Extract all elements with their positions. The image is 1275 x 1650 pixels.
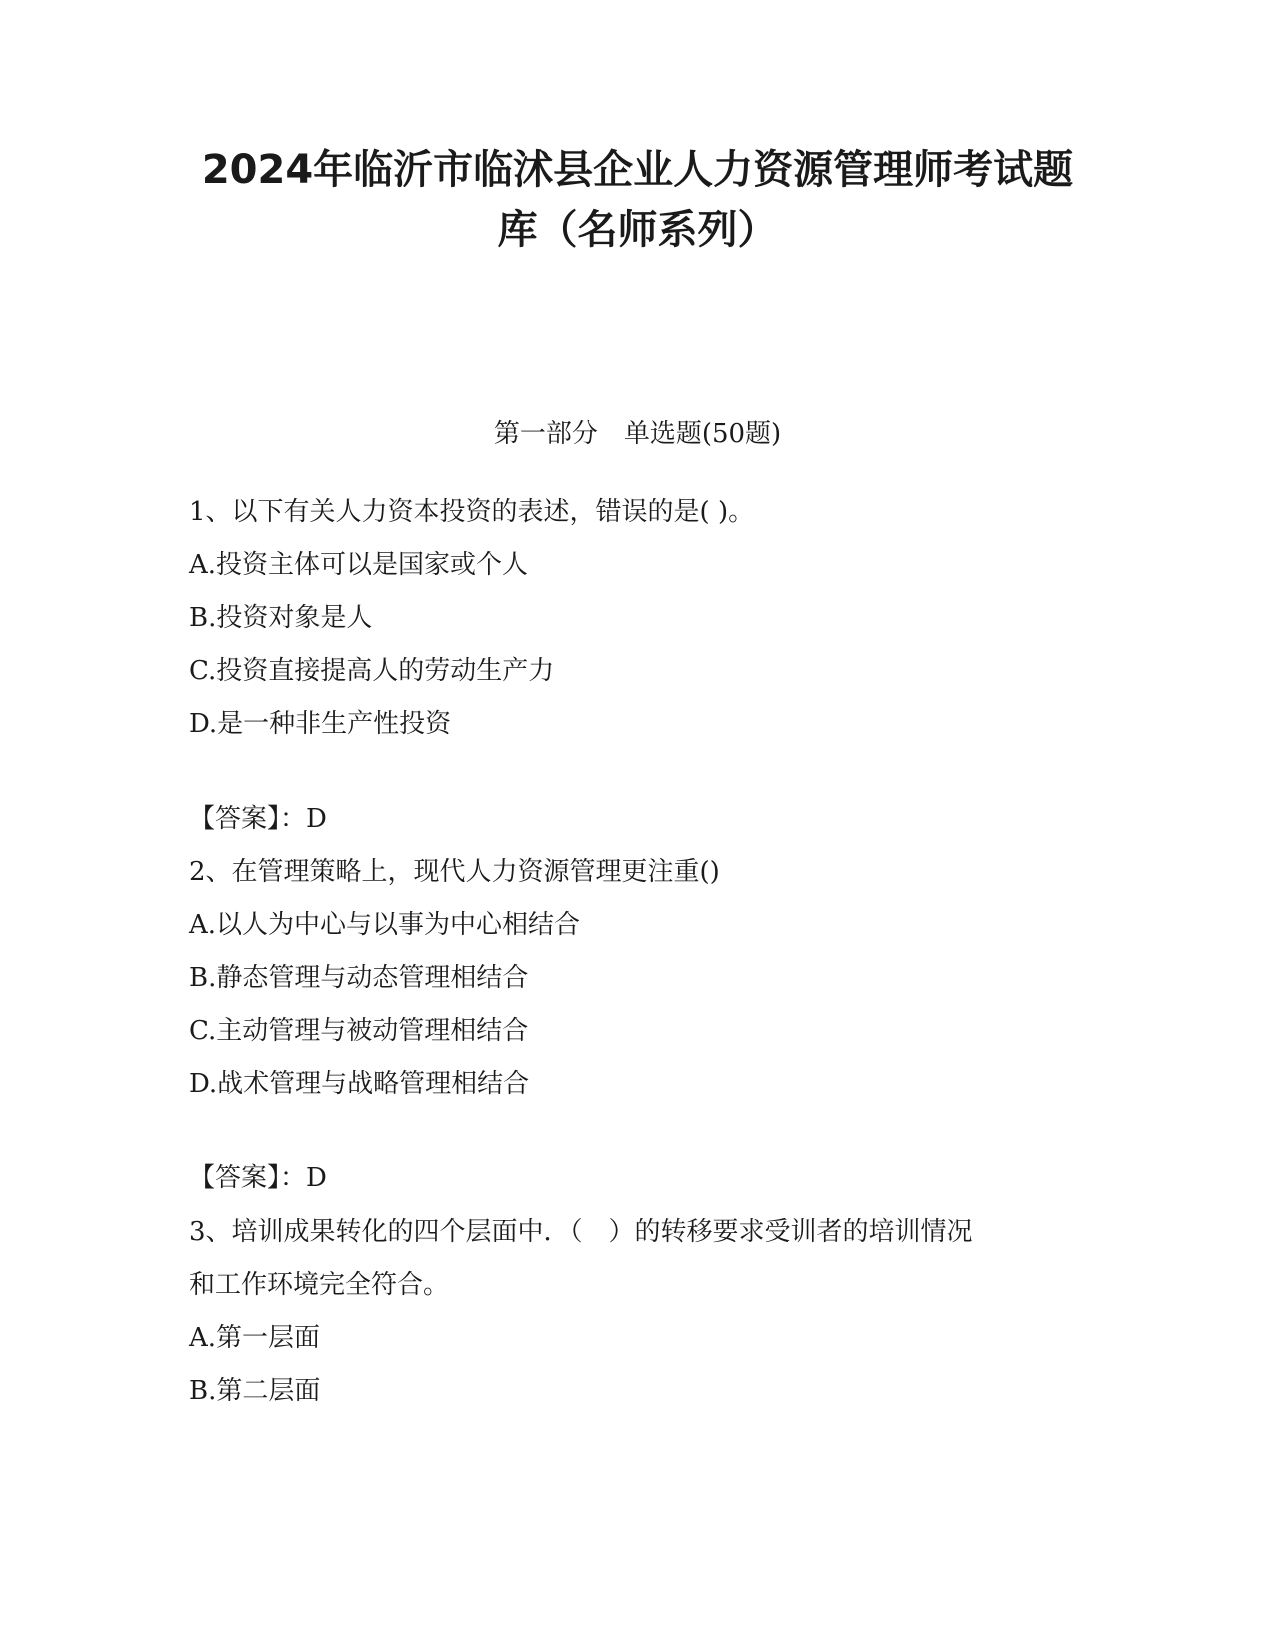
question-3-option-a: A.第一层面: [189, 1323, 321, 1353]
question-2-answer: 【答案】：D: [189, 1163, 327, 1193]
question-1-stem: 1、以下有关人力资本投资的表述，错误的是( )。: [189, 497, 755, 527]
question-3-stem-line-1: 3、培训成果转化的四个层面中．（ ）的转移要求受训者的培训情况: [189, 1217, 973, 1247]
question-1-option-b: B.投资对象是人: [189, 603, 373, 633]
question-1-option-c: C.投资直接提高人的劳动生产力: [189, 656, 555, 686]
question-1-option-d: D.是一种非生产性投资: [189, 709, 452, 739]
document-title: [150, 140, 1125, 260]
document-title-line-2: 库（名师系列）: [497, 207, 778, 253]
question-2-option-d: D.战术管理与战略管理相结合: [189, 1069, 530, 1099]
question-2-stem: 2、在管理策略上，现代人力资源管理更注重(): [189, 857, 720, 887]
question-2-option-a: A.以人为中心与以事为中心相结合: [189, 910, 581, 940]
question-1-answer: 【答案】：D: [189, 804, 327, 834]
document-title-line-1: 2024年临沂市临沭县企业人力资源管理师考试题: [201, 147, 1074, 193]
question-1-option-a: A.投资主体可以是国家或个人: [189, 550, 529, 580]
question-2-option-b: B.静态管理与动态管理相结合: [189, 963, 529, 993]
question-2-option-c: C.主动管理与被动管理相结合: [189, 1016, 529, 1046]
question-3-option-b: B.第二层面: [189, 1376, 321, 1406]
question-3-stem-line-2: 和工作环境完全符合。: [189, 1270, 450, 1300]
section-heading: 第一部分 单选题(50题): [493, 419, 782, 449]
